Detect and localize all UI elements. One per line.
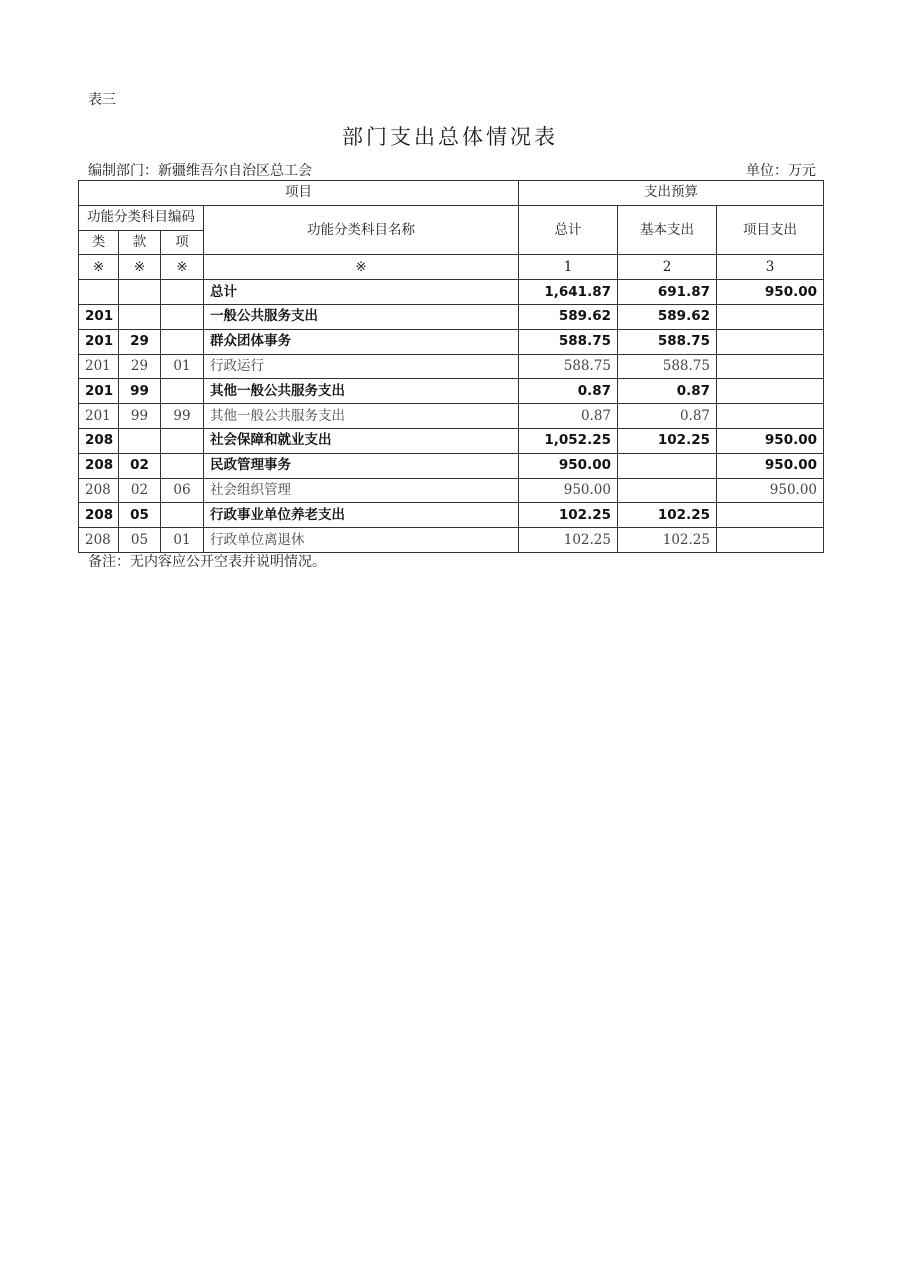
cell-name: 总计 — [204, 280, 519, 305]
cell-project: 950.00 — [717, 280, 824, 305]
cell-xiang — [161, 280, 204, 305]
header-name: 功能分类科目名称 — [204, 205, 519, 255]
cell-kuan: 99 — [119, 404, 161, 429]
cell-basic: 691.87 — [618, 280, 717, 305]
table-row — [79, 329, 824, 354]
table-row — [79, 354, 824, 379]
table-row — [79, 503, 824, 528]
header-xiang: 项 — [161, 230, 204, 255]
cell-name: 群众团体事务 — [204, 329, 519, 354]
cell-xiang: 06 — [161, 478, 204, 503]
cell-xiang — [161, 453, 204, 478]
header-basic: 基本支出 — [618, 205, 717, 255]
expenditure-table — [78, 180, 824, 553]
cell-total: 0.87 — [519, 379, 618, 404]
cell-xiang — [161, 503, 204, 528]
cell-total: 102.25 — [519, 503, 618, 528]
cell-kuan — [119, 304, 161, 329]
cell-lei: 201 — [79, 329, 119, 354]
unit-label: 单位：万元 — [746, 163, 816, 179]
cell-name: 民政管理事务 — [204, 453, 519, 478]
cell-xiang — [161, 379, 204, 404]
header-total: 总计 — [519, 205, 618, 255]
cell-kuan: 02 — [119, 478, 161, 503]
cell-xiang — [161, 329, 204, 354]
table-row — [79, 428, 824, 453]
cell-project: 950.00 — [717, 428, 824, 453]
cell-basic: 0.87 — [618, 404, 717, 429]
header-project: 项目支出 — [717, 205, 824, 255]
cell-kuan: 05 — [119, 503, 161, 528]
cell-xiang: 99 — [161, 404, 204, 429]
cell-lei: 201 — [79, 304, 119, 329]
table-label: 表三 — [88, 92, 116, 108]
cell-name: 社会保障和就业支出 — [204, 428, 519, 453]
cell-lei: 208 — [79, 478, 119, 503]
table-row — [79, 304, 824, 329]
cell-project — [717, 329, 824, 354]
page-title: 部门支出总体情况表 — [342, 125, 558, 149]
cell-name: 行政事业单位养老支出 — [204, 503, 519, 528]
cell-project — [717, 354, 824, 379]
cell-basic: 588.75 — [618, 329, 717, 354]
mark-kuan: ※ — [119, 255, 161, 280]
header-budget: 支出预算 — [519, 181, 824, 206]
index-project: 3 — [717, 255, 824, 280]
cell-kuan: 99 — [119, 379, 161, 404]
cell-kuan — [119, 280, 161, 305]
table-row — [79, 404, 824, 429]
cell-xiang — [161, 428, 204, 453]
cell-basic: 0.87 — [618, 379, 717, 404]
mark-lei: ※ — [79, 255, 119, 280]
cell-xiang: 01 — [161, 528, 204, 553]
cell-basic — [618, 478, 717, 503]
header-row-2 — [79, 205, 824, 230]
mark-xiang: ※ — [161, 255, 204, 280]
cell-name: 其他一般公共服务支出 — [204, 379, 519, 404]
cell-basic: 102.25 — [618, 428, 717, 453]
cell-project — [717, 304, 824, 329]
cell-lei: 201 — [79, 404, 119, 429]
cell-kuan: 29 — [119, 354, 161, 379]
table-row — [79, 453, 824, 478]
cell-name: 其他一般公共服务支出 — [204, 404, 519, 429]
cell-lei: 201 — [79, 379, 119, 404]
cell-basic: 102.25 — [618, 528, 717, 553]
mark-name: ※ — [204, 255, 519, 280]
cell-lei: 208 — [79, 503, 119, 528]
cell-total: 589.62 — [519, 304, 618, 329]
cell-total: 950.00 — [519, 453, 618, 478]
department-label: 编制部门：新疆维吾尔自治区总工会 — [88, 163, 312, 179]
cell-lei — [79, 280, 119, 305]
cell-project — [717, 404, 824, 429]
cell-name: 行政单位离退休 — [204, 528, 519, 553]
table-row — [79, 280, 824, 305]
cell-basic: 588.75 — [618, 354, 717, 379]
index-basic: 2 — [618, 255, 717, 280]
cell-kuan — [119, 428, 161, 453]
cell-project: 950.00 — [717, 453, 824, 478]
cell-basic: 102.25 — [618, 503, 717, 528]
cell-name: 社会组织管理 — [204, 478, 519, 503]
table-row — [79, 478, 824, 503]
table-row — [79, 379, 824, 404]
header-row-1 — [79, 181, 824, 206]
cell-total: 0.87 — [519, 404, 618, 429]
header-lei: 类 — [79, 230, 119, 255]
cell-kuan: 05 — [119, 528, 161, 553]
cell-project — [717, 503, 824, 528]
cell-name: 一般公共服务支出 — [204, 304, 519, 329]
cell-lei: 208 — [79, 428, 119, 453]
cell-name: 行政运行 — [204, 354, 519, 379]
cell-kuan: 29 — [119, 329, 161, 354]
cell-total: 950.00 — [519, 478, 618, 503]
cell-lei: 208 — [79, 528, 119, 553]
cell-basic: 589.62 — [618, 304, 717, 329]
cell-project: 950.00 — [717, 478, 824, 503]
cell-project — [717, 528, 824, 553]
header-item: 项目 — [79, 181, 519, 206]
cell-total: 1,641.87 — [519, 280, 618, 305]
cell-xiang — [161, 304, 204, 329]
header-row-4 — [79, 255, 824, 280]
cell-total: 102.25 — [519, 528, 618, 553]
cell-basic — [618, 453, 717, 478]
cell-total: 1,052.25 — [519, 428, 618, 453]
cell-kuan: 02 — [119, 453, 161, 478]
index-total: 1 — [519, 255, 618, 280]
header-code-group: 功能分类科目编码 — [79, 205, 204, 230]
cell-lei: 208 — [79, 453, 119, 478]
table-row — [79, 528, 824, 553]
note: 备注：无内容应公开空表并说明情况。 — [88, 554, 326, 570]
cell-xiang: 01 — [161, 354, 204, 379]
cell-project — [717, 379, 824, 404]
header-kuan: 款 — [119, 230, 161, 255]
cell-lei: 201 — [79, 354, 119, 379]
cell-total: 588.75 — [519, 329, 618, 354]
cell-total: 588.75 — [519, 354, 618, 379]
